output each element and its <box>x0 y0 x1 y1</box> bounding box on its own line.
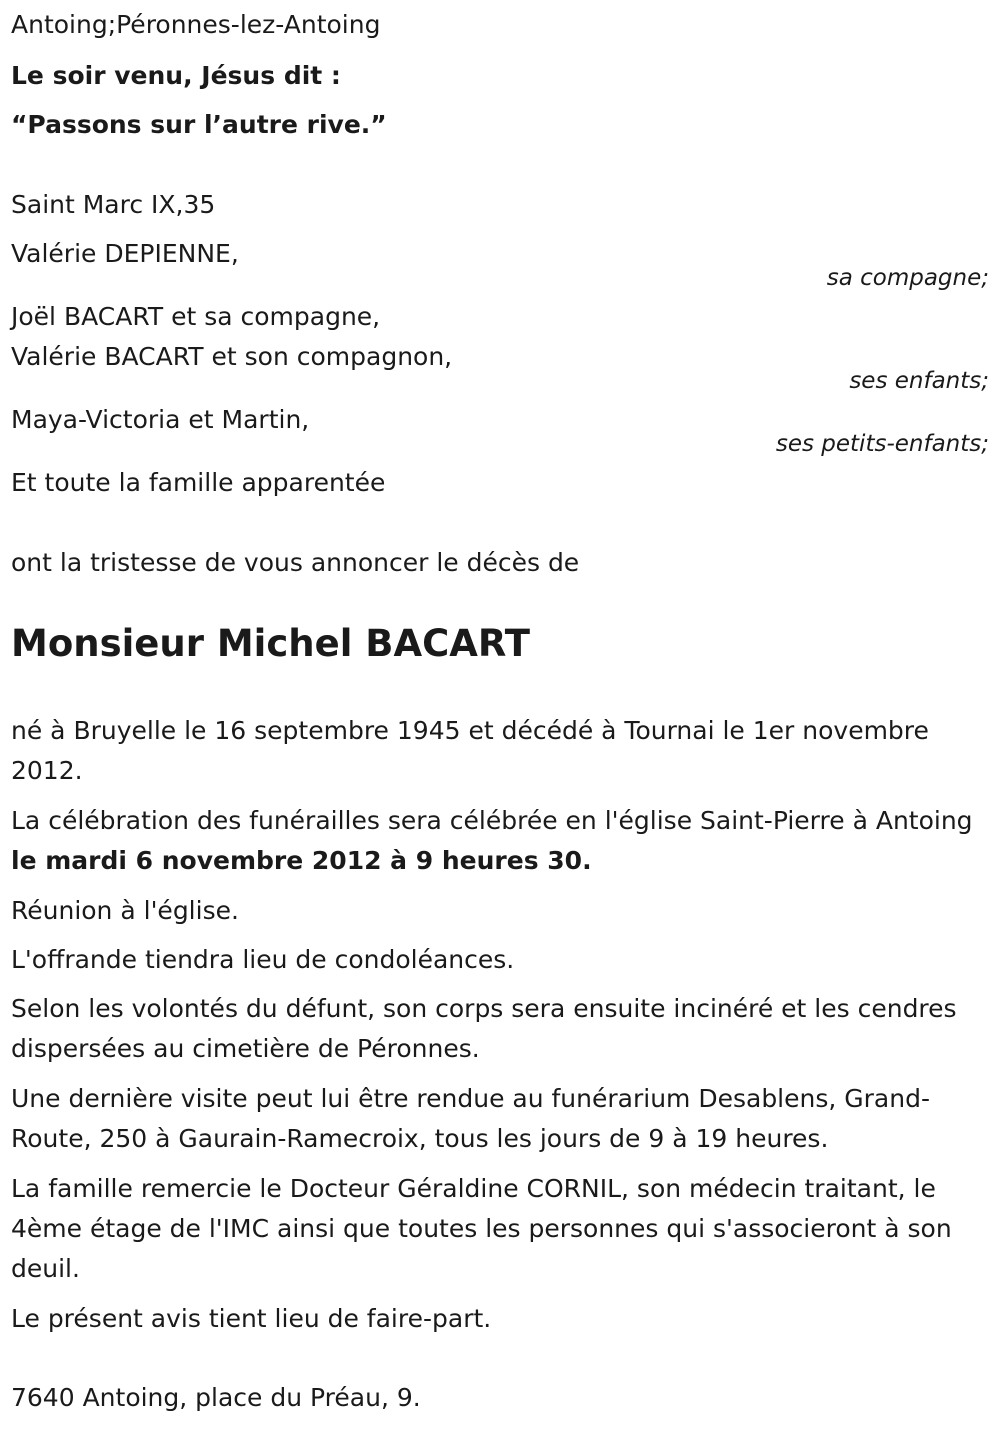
family-role: sa compagne; <box>826 265 989 291</box>
notice-paragraph: Le présent avis tient lieu de faire-part. <box>11 1304 492 1333</box>
family-role: ses petits-enfants; <box>775 431 989 457</box>
offering-paragraph: L'offrande tiendra lieu de condoléances. <box>11 945 515 974</box>
deceased-name: Monsieur Michel BACART <box>11 622 530 665</box>
address-line: 7640 Antoing, place du Préau, 9. <box>11 1383 421 1412</box>
family-member: Valérie DEPIENNE, <box>11 239 239 268</box>
ceremony-paragraph <box>11 801 991 881</box>
announcement: ont la tristesse de vous annoncer le décès de <box>11 548 580 577</box>
quote-line-1: Le soir venu, Jésus dit : <box>11 61 341 90</box>
family-member: Et toute la famille apparentée <box>11 468 386 497</box>
birth-death-paragraph: né à Bruyelle le 16 septembre 1945 et décédé à Tournai le 1er novembre 2012. <box>11 716 929 785</box>
gathering-paragraph: Réunion à l'église. <box>11 896 239 925</box>
location-line: Antoing;Péronnes-lez-Antoing <box>11 10 381 39</box>
family-member: Joël BACART et sa compagne, <box>11 302 381 331</box>
quote-reference: Saint Marc IX,35 <box>11 190 216 219</box>
cremation-paragraph: Selon les volontés du défunt, son corps sera ensuite incinéré et les cendres dispersées au cimetière de Péronnes. <box>11 994 957 1063</box>
ceremony-text: La célébration des funérailles sera célébrée en l'église Saint-Pierre à Antoing <box>11 806 973 835</box>
family-member: Valérie BACART et son compagnon, <box>11 342 453 371</box>
ceremony-date: le mardi 6 novembre 2012 à 9 heures 30. <box>11 846 592 875</box>
family-member: Maya-Victoria et Martin, <box>11 405 310 434</box>
visit-paragraph: Une dernière visite peut lui être rendue au funérarium Desablens, Grand-Route, 250 à Gaurain-Ramecroix, tous les jours de 9 à 19 heures. <box>11 1084 930 1153</box>
family-role: ses enfants; <box>849 368 989 394</box>
thanks-paragraph: La famille remercie le Docteur Géraldine CORNIL, son médecin traitant, le 4ème étage de l'IMC ainsi que toutes les personnes qui s'associeront à son deuil. <box>11 1174 952 1283</box>
quote-line-2: “Passons sur l’autre rive.” <box>11 110 387 139</box>
